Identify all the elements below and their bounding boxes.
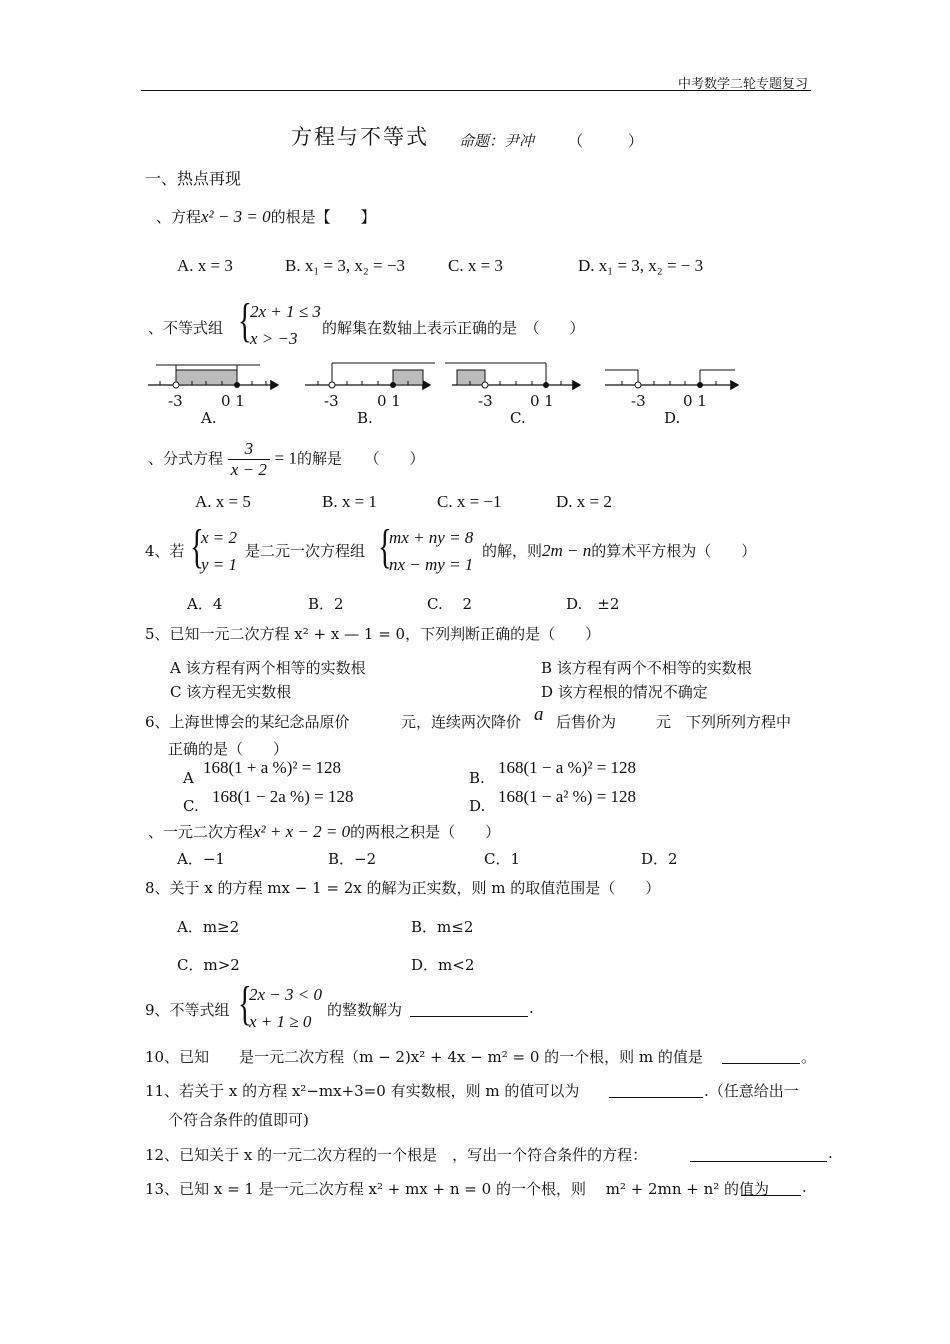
q4-system-2 [389, 524, 473, 578]
q4-option-c: C. 2 [427, 595, 473, 613]
q4-s1-line2: y = 1 [201, 555, 238, 574]
q2-prefix: 、不等式组 [148, 319, 224, 337]
q3-denominator: x − 2 [230, 460, 267, 479]
q10-end: 。 [801, 1048, 817, 1066]
nl-label-d: D. [664, 409, 681, 427]
q6-line2: 正确的是（ ） [168, 740, 289, 758]
q4-tail2: 的算术平方根为（ ） [591, 542, 757, 560]
q11-answer-blank[interactable] [609, 1081, 703, 1098]
q7-prefix: 、一元二次方程 [148, 823, 254, 841]
title-paren: （ ） [568, 132, 644, 150]
q6-variable-a: a [534, 704, 544, 725]
q5-option-c: C 该方程无实数根 [170, 683, 292, 701]
q6-option-b-label: B. [469, 769, 485, 787]
q6-option-b: 168(1 − a %)² = 128 [498, 758, 637, 777]
nl-c-tick-left: -3 [478, 392, 493, 410]
q4-middle: 是二元一次方程组 [245, 542, 366, 560]
q8-option-c: C．m>2 [177, 956, 240, 974]
question-11-line2: 个符合条件的值即可) [168, 1111, 309, 1129]
q3-eq-tail: = 1 [274, 448, 297, 468]
q4-tail1: 的解，则 [482, 542, 543, 560]
q3-option-a: A. x = 5 [195, 492, 251, 511]
nl-b-tick-right: 0 1 [377, 392, 401, 410]
number-line-b [305, 363, 435, 388]
q6-line1a: 6、上海世博会的某纪念品原价 [145, 713, 350, 731]
q6-option-a: 168(1 + a %)² = 128 [203, 758, 342, 777]
nl-label-a: A. [201, 409, 217, 427]
header-text: 中考数学二轮专题复习 [677, 77, 808, 92]
q9-suffix: 的整数解为 [327, 1001, 403, 1019]
q4-prefix: 4、若 [145, 542, 185, 560]
nl-a-tick-right: 0 1 [221, 392, 245, 410]
q8-option-a: A．m≥2 [177, 918, 240, 936]
q4-system-1 [201, 524, 237, 578]
q3-prefix: 、分式方程 [148, 449, 224, 468]
q13-answer-blank[interactable] [741, 1179, 801, 1196]
nl-c-tick-right: 0 1 [530, 392, 554, 410]
question-11-line1-end: .（任意给出一 [704, 1082, 799, 1100]
nl-d-tick-right: 0 1 [683, 392, 707, 410]
question-1 [156, 206, 376, 227]
q6-option-a-label: A [183, 769, 194, 787]
q9-line2: x + 1 ≥ 0 [249, 1012, 312, 1031]
q1-option-c: C. x = 3 [448, 256, 503, 275]
nl-label-b: B. [357, 409, 373, 427]
q7-option-d: D．2 [641, 850, 678, 868]
q6-line1d: 元 下列所列方程中 [656, 713, 792, 731]
q4-brace-1: { [190, 520, 204, 573]
q6-line1c: 后售价为 [556, 713, 617, 731]
q7-option-b: B．−2 [328, 850, 377, 868]
q9-end: . [529, 999, 534, 1017]
q6-option-c: 168(1 − 2a %) = 128 [212, 787, 354, 806]
q5-option-a: A 该方程有两个相等的实数根 [170, 659, 366, 677]
q2-system [250, 298, 321, 352]
q10-answer-blank[interactable] [722, 1047, 800, 1064]
q7-option-a: A．−1 [177, 850, 225, 868]
question-5: 5、已知一元二次方程 x² + x — 1 = 0，下列判断正确的是（ ） [145, 625, 601, 643]
q9-system [249, 981, 322, 1035]
q7-option-c: C．1 [484, 850, 521, 868]
nl-a-tick-left: -3 [168, 392, 183, 410]
q4-s2-line2: nx − my = 1 [389, 555, 474, 574]
q6-option-c-label: C. [183, 797, 199, 815]
section-heading: 一、热点再现 [145, 169, 242, 188]
q1-option-b: B. x₁ = 3, x₂ = −3 [285, 256, 405, 275]
q2-line2: x > −3 [250, 329, 298, 348]
q3-numerator: 3 [228, 439, 270, 460]
q1-equation: x² − 3 = 0 [201, 207, 271, 226]
q1-suffix: 的根是【 】 [270, 208, 376, 226]
q12-answer-blank[interactable] [690, 1145, 827, 1162]
q4-s2-line1: mx + ny = 8 [389, 528, 474, 547]
q6-option-d: 168(1 − a² %) = 128 [498, 787, 637, 806]
nl-label-c: C. [510, 409, 526, 427]
q3-option-d: D. x = 2 [556, 492, 612, 511]
q4-brace-2: { [378, 520, 392, 573]
q9-answer-blank[interactable] [410, 1000, 528, 1017]
q2-brace: { [238, 294, 252, 347]
question-11-line1: 11、若关于 x 的方程 x²−mx+3=0 有实数根，则 m 的值可以为 [145, 1082, 580, 1100]
nl-d-tick-left: -3 [631, 392, 646, 410]
q6-option-d-label: D. [469, 797, 486, 815]
q6-line1b: 元，连续两次降价 [401, 713, 522, 731]
header-rule [141, 90, 811, 91]
number-line-a [148, 365, 278, 388]
q1-option-d: D. x₁ = 3, x₂ = − 3 [578, 256, 704, 275]
q3-option-c: C. x = −1 [437, 492, 502, 511]
q2-suffix: 的解集在数轴上表示正确的是 （ ） [322, 319, 585, 337]
q12-end: . [828, 1144, 833, 1162]
number-line-d [605, 370, 738, 388]
q7-suffix: 的两根之积是（ ） [350, 823, 501, 841]
q1-prefix: 、方程 [156, 208, 202, 226]
q3-fraction [228, 439, 270, 480]
number-line-c [445, 363, 580, 388]
q4-s1-line1: x = 2 [201, 528, 238, 547]
q3-option-b: B. x = 1 [322, 492, 377, 511]
q4-expr: 2m − n [542, 541, 592, 560]
question-12: 12、已知关于 x 的一元二次方程的一个根是 ，写出一个符合条件的方程： [145, 1146, 648, 1164]
q4-option-a: A．4 [187, 595, 223, 613]
question-3 [148, 439, 424, 480]
question-13: 13、已知 x = 1 是一元二次方程 x² + mx + n = 0 的一个根，则 m² + 2mn + n² 的值为 [145, 1180, 770, 1198]
author-line: 命题：尹冲 [459, 132, 535, 150]
q5-option-d: D 该方程根的情况不确定 [541, 683, 708, 701]
q7-equation: x² + x − 2 = 0 [253, 822, 351, 841]
question-8: 8、关于 x 的方程 mx − 1 = 2x 的解为正实数，则 m 的取值范围是（ ） [145, 879, 661, 897]
question-10: 10、已知 是一元二次方程（m − 2)x² + 4x − m² = 0 的一个根，则 m 的值是 [145, 1048, 703, 1066]
q8-option-b: B．m≤2 [411, 918, 474, 936]
nl-b-tick-left: -3 [324, 392, 339, 410]
q4-option-b: B．2 [308, 595, 344, 613]
q4-option-d: D. ±2 [566, 595, 620, 613]
q9-line1: 2x − 3 < 0 [249, 985, 322, 1004]
q13-end: . [802, 1178, 807, 1196]
q9-brace: { [238, 977, 252, 1030]
q2-line1: 2x + 1 ≤ 3 [250, 302, 321, 321]
q5-option-b: B 该方程有两个不相等的实数根 [541, 659, 752, 677]
page-title: 方程与不等式 [291, 125, 429, 149]
q9-prefix: 9、不等式组 [145, 1001, 230, 1019]
question-7 [148, 821, 500, 842]
q4-tail [482, 540, 756, 561]
q8-option-d: D．m<2 [411, 956, 475, 974]
q1-option-a: A. x = 3 [177, 256, 233, 275]
q3-suffix: 的解是 （ ） [296, 449, 425, 468]
